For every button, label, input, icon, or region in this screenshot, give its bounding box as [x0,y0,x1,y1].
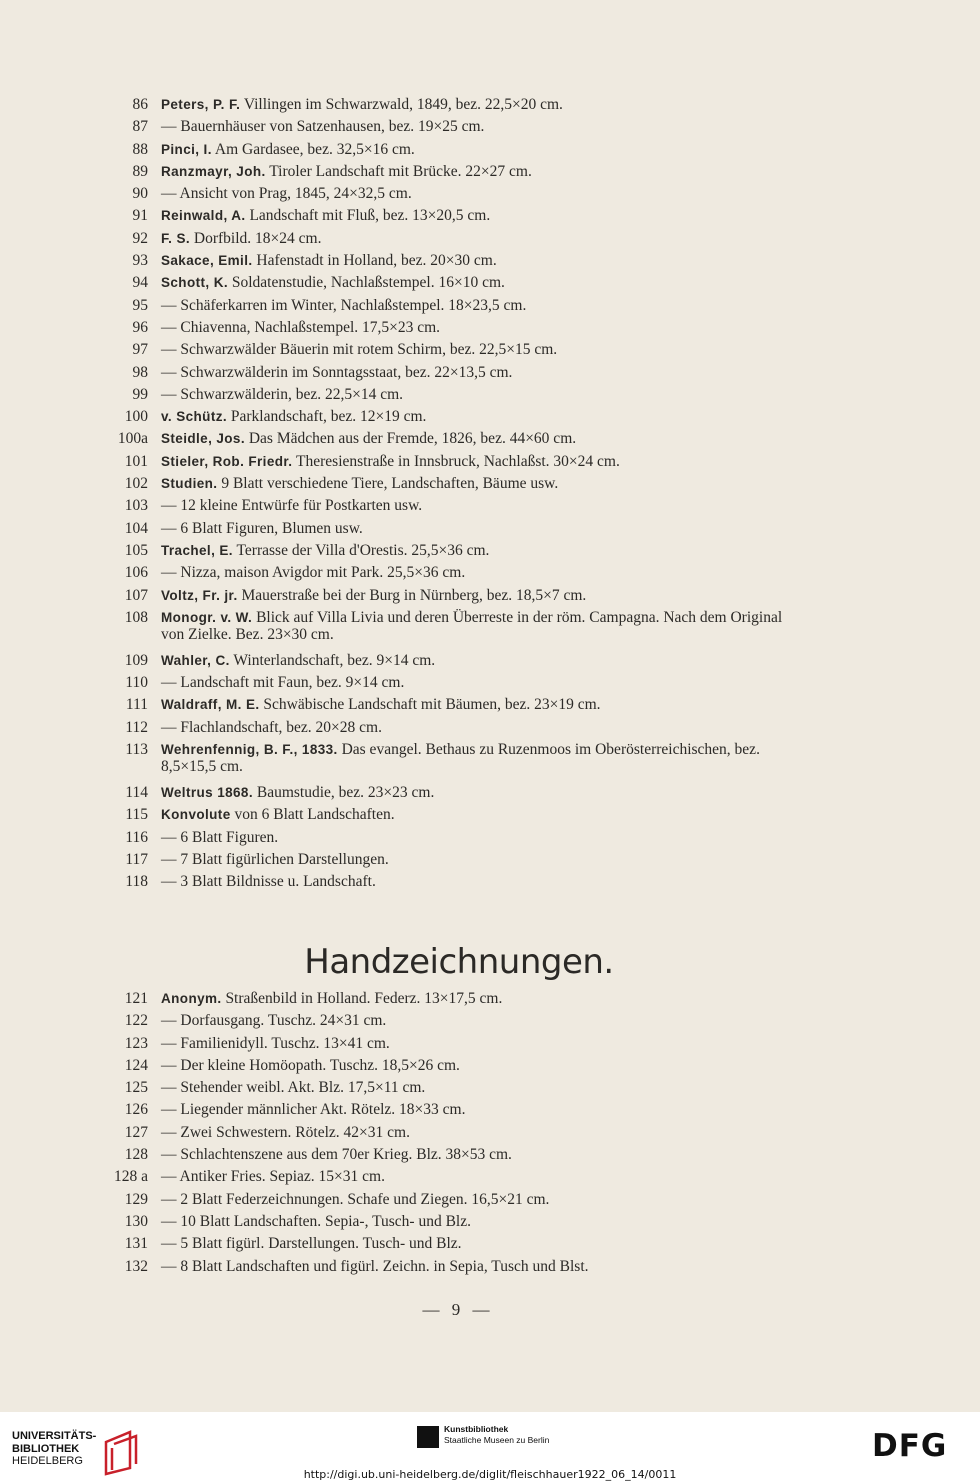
entry-number: 95 [132,296,148,314]
entry-body [161,295,805,317]
catalog-entry [0,1010,980,1032]
catalog-entry [0,94,980,116]
entry-description: — 2 Blatt Federzeichnungen. Schafe und Ziegen. 16,5×21 cm. [161,1190,550,1208]
entry-body [161,1033,805,1055]
catalog-entry [0,295,980,317]
artist-name: Monogr. v. W. [161,609,253,625]
entry-body [161,871,805,893]
entry-body [161,183,805,205]
ub-logo-line1: UNIVERSITÄTS- [12,1430,97,1442]
artist-name: Wehrenfennig, B. F., 1833. [161,742,338,758]
entry-body [161,272,805,294]
entry-body [161,473,805,495]
entry-description: Landschaft mit Fluß, bez. 13×20,5 cm. [249,207,491,225]
entry-body [161,827,805,849]
entry-body [161,1166,805,1188]
entry-description: Tiroler Landschaft mit Brücke. 22×27 cm. [269,162,532,180]
entry-description: — Schwarzwälderin, bez. 22,5×14 cm. [161,385,404,403]
entry-description: — Zwei Schwestern. Rötelz. 42×31 cm. [161,1123,410,1141]
catalog-entry [0,827,980,849]
catalog-list-drawings [0,988,980,1278]
catalog-entry [0,161,980,183]
entry-body [161,228,805,250]
entry-description: Hafenstadt in Holland, bez. 20×30 cm. [256,252,497,270]
entry-body [161,849,805,871]
entry-description: — Nizza, maison Avigdor mit Park. 25,5×36 cm. [161,564,466,582]
artist-name: v. Schütz. [161,409,228,425]
entry-body [161,428,805,450]
entry-description: Das evangel. Bethaus zu Ruzenmoos im Oberösterreichischen, bez. 8,5×15,5 cm. [161,741,760,776]
entry-description: Terrasse der Villa d'Orestis. 25,5×36 cm. [236,541,490,559]
entry-body [161,741,805,775]
entry-number: 94 [132,274,148,292]
entry-description: — 10 Blatt Landschaften. Sepia-, Tusch- und Blz. [161,1212,471,1230]
entry-number: 87 [132,118,148,136]
entry-number: 103 [124,497,148,515]
artist-name: F. S. [161,230,191,246]
dfg-logo[interactable]: DFG [872,1428,948,1464]
artist-name: Anonym. [161,991,222,1006]
entry-description: Winterlandschaft, bez. 9×14 cm. [233,651,436,669]
entry-description: Mauerstraße bei der Burg in Nürnberg, bez. 18,5×7 cm. [241,586,587,604]
entry-body [161,339,805,361]
entry-number: 104 [124,519,148,537]
catalog-list-paintings [0,94,980,894]
artist-name: Sakace, Emil. [161,253,253,269]
entry-number: 113 [125,741,148,759]
entry-number: 128 a [113,1168,148,1186]
entry-description: Parklandschaft, bez. 12×19 cm. [230,408,427,426]
entry-number: 110 [125,674,148,692]
artist-name: Waldraff, M. E. [161,697,260,713]
catalog-entry [0,804,980,826]
entry-description: Schwäbische Landschaft mit Bäumen, bez. 23×19 cm. [263,696,601,714]
catalog-entry [0,585,980,607]
entry-body [161,585,805,607]
kb-logo-line2: Staatliche Museen zu Berlin [444,1435,550,1445]
catalog-entry [0,139,980,161]
catalog-entry [0,1077,980,1099]
catalog-entry [0,228,980,250]
entry-body [161,694,805,716]
ub-logo-line2: BIBLIOTHEK [12,1442,80,1455]
viewer-footer [0,1412,980,1484]
entry-number: 115 [125,806,148,824]
entry-body [161,518,805,540]
entry-description: — 5 Blatt figürl. Darstellungen. Tusch- und Blz. [161,1235,462,1253]
kunstbibliothek-logo[interactable] [417,1424,597,1454]
entry-number: 105 [124,541,148,559]
entry-number: 92 [132,229,148,247]
entry-number: 98 [132,363,148,381]
catalog-entry [0,562,980,584]
entry-description: Soldatenstudie, Nachlaßstempel. 16×10 cm. [231,274,505,292]
entry-number: 117 [125,850,148,868]
catalog-entry [0,871,980,893]
entry-description: — Landschaft mit Faun, bez. 9×14 cm. [161,674,405,692]
catalog-entry [0,272,980,294]
entry-body [161,782,805,804]
entry-number: 125 [124,1079,148,1097]
catalog-entry [0,717,980,739]
entry-description: 9 Blatt verschiedene Tiere, Landschaften, Bäume usw. [221,475,559,493]
catalog-entry [0,1256,980,1278]
entry-description: Baumstudie, bez. 23×23 cm. [256,784,435,802]
entry-number: 118 [125,873,148,891]
entry-body [161,94,805,116]
catalog-entry [0,607,980,650]
entry-number: 116 [125,828,148,846]
entry-number: 90 [132,185,148,203]
entry-description: — Flachlandschaft, bez. 20×28 cm. [161,718,382,736]
artist-name: Peters, P. F. [161,97,241,112]
entry-body [161,672,805,694]
entry-number: 121 [124,990,148,1007]
catalog-entry [0,1233,980,1255]
entry-description: — Schwarzwälderin im Sonntagsstaat, bez. 22×13,5 cm. [161,363,513,381]
catalog-entry [0,250,980,272]
entry-number: 106 [124,564,148,582]
catalog-entry [0,362,980,384]
artist-name: Reinwald, A. [161,208,246,224]
entry-number: 111 [125,696,148,714]
entry-description: — Antiker Fries. Sepiaz. 15×31 cm. [161,1168,385,1186]
entry-body [161,1233,805,1255]
catalog-entry [0,650,980,672]
kunstbibliothek-emblem-icon [417,1426,439,1448]
entry-description: Villingen im Schwarzwald, 1849, bez. 22,5×20 cm. [243,96,563,113]
kb-logo-line1: Kunstbibliothek [444,1424,509,1434]
entry-description: von 6 Blatt Landschaften. [234,806,395,824]
entry-body [161,540,805,562]
entry-description: Am Gardasee, bez. 32,5×16 cm. [214,140,415,158]
catalog-entry [0,672,980,694]
section-title: Handzeichnungen. [304,942,614,982]
artist-name: Weltrus 1868. [161,785,253,801]
entry-description: — 8 Blatt Landschaften und figürl. Zeichn. in Sepia, Tusch und Blst. [161,1257,589,1275]
catalog-entry [0,694,980,716]
catalog-entry [0,1211,980,1233]
catalog-entry [0,1033,980,1055]
entry-body [161,804,805,826]
entry-body [161,1122,805,1144]
catalog-entry [0,339,980,361]
entry-body [161,362,805,384]
entry-description: — 7 Blatt figürlichen Darstellungen. [161,850,389,868]
catalog-entry [0,428,980,450]
entry-body [161,250,805,272]
entry-body [161,161,805,183]
entry-body [161,451,805,473]
entry-description: — Schäferkarren im Winter, Nachlaßstempel. 18×23,5 cm. [161,296,527,314]
entry-number: 126 [124,1101,148,1119]
ub-logo-line3: HEIDELBERG [12,1455,83,1467]
catalog-entry [0,1055,980,1077]
catalog-entry [0,518,980,540]
page-number: — 9 — [422,1300,490,1319]
entry-body [161,205,805,227]
entry-number: 108 [124,608,148,626]
entry-body [161,1211,805,1233]
entry-number: 102 [124,475,148,493]
entry-number: 100 [124,408,148,426]
entry-body [161,609,805,643]
entry-number: 114 [125,784,148,802]
entry-description: — 6 Blatt Figuren. [161,828,279,846]
entry-body [161,1189,805,1211]
entry-number: 101 [124,452,148,470]
entry-number: 93 [132,252,148,270]
artist-name: Wahler, C. [161,652,230,668]
catalog-entry [0,1099,980,1121]
entry-number: 128 [124,1146,148,1164]
artist-name: Ranzmayr, Joh. [161,163,266,179]
entry-number: 129 [124,1190,148,1208]
entry-body [161,495,805,517]
artist-name: Voltz, Fr. jr. [161,587,238,603]
entry-body [161,717,805,739]
entry-number: 123 [124,1034,148,1052]
entry-number: 96 [132,318,148,336]
entry-description: — Der kleine Homöopath. Tuschz. 18,5×26 cm. [161,1056,460,1074]
catalog-entry [0,540,980,562]
entry-description: — Dorfausgang. Tuschz. 24×31 cm. [161,1012,387,1030]
entry-description: Theresienstraße in Innsbruck, Nachlaßst. 30×24 cm. [296,452,620,470]
entry-number: 97 [132,341,148,359]
entry-number: 124 [124,1056,148,1074]
entry-body [161,562,805,584]
entry-body [161,139,805,161]
catalog-entry [0,473,980,495]
entry-description: Blick auf Villa Livia und deren Überreste in der röm. Campagna. Nach dem Original von Zielke. Bez. 23×30 cm. [161,608,783,643]
catalog-entry [0,739,980,782]
entry-description: — Bauernhäuser von Satzenhausen, bez. 19×25 cm. [161,118,485,136]
entry-number: 91 [132,207,148,225]
catalog-entry [0,1189,980,1211]
catalog-entry [0,317,980,339]
entry-body [161,988,805,1010]
entry-body [161,1010,805,1032]
catalog-entry [0,116,980,138]
entry-number: 88 [132,140,148,158]
catalog-entry [0,849,980,871]
catalog-entry [0,495,980,517]
entry-body [161,1144,805,1166]
entry-body [161,406,805,428]
entry-number: 122 [124,1012,148,1030]
catalog-entry [0,782,980,804]
entry-number: 99 [132,385,148,403]
artist-name: Konvolute [161,807,231,823]
entry-number: 109 [124,651,148,669]
permalink-url[interactable]: http://digi.ub.uni-heidelberg.de/diglit/fleischhauer1922_06_14/0011 [303,1468,677,1481]
entry-description: — Schlachtenszene aus dem 70er Krieg. Blz. 38×53 cm. [161,1146,512,1164]
catalog-entry [0,1122,980,1144]
entry-number: 100a [117,430,148,448]
entry-body [161,1256,805,1278]
entry-body [161,317,805,339]
entry-description: — Schwarzwälder Bäuerin mit rotem Schirm, bez. 22,5×15 cm. [161,341,558,359]
entry-body [161,116,805,138]
entry-description: — 12 kleine Entwürfe für Postkarten usw. [161,497,423,515]
entry-body [161,1055,805,1077]
entry-body [161,1099,805,1121]
catalog-entry [0,384,980,406]
artist-name: Schott, K. [161,275,228,291]
entry-description: Das Mädchen aus der Fremde, 1826, bez. 44×60 cm. [248,430,577,448]
entry-number: 130 [124,1212,148,1230]
artist-name: Pinci, I. [161,141,212,157]
entry-description: Straßenbild in Holland. Federz. 13×17,5 cm. [225,990,503,1007]
entry-number: 86 [132,96,148,113]
entry-description: — 3 Blatt Bildnisse u. Landschaft. [161,873,376,891]
catalog-entry [0,1144,980,1166]
catalog-entry [0,451,980,473]
artist-name: Trachel, E. [161,542,233,558]
entry-number: 132 [124,1257,148,1275]
entry-description: Dorfbild. 18×24 cm. [193,229,322,247]
entry-description: — Chiavenna, Nachlaßstempel. 17,5×23 cm. [161,318,441,336]
catalog-entry [0,406,980,428]
catalog-entry [0,1166,980,1188]
catalog-entry [0,205,980,227]
entry-body [161,1077,805,1099]
entry-body [161,650,805,672]
catalog-entry [0,183,980,205]
entry-description: — Liegender männlicher Akt. Rötelz. 18×33 cm. [161,1101,466,1119]
entry-number: 89 [132,162,148,180]
entry-number: 107 [124,586,148,604]
entry-description: — Familienidyll. Tuschz. 13×41 cm. [161,1034,390,1052]
entry-body [161,384,805,406]
entry-description: — 6 Blatt Figuren, Blumen usw. [161,519,363,537]
entry-description: — Ansicht von Prag, 1845, 24×32,5 cm. [161,185,412,203]
artist-name: Steidle, Jos. [161,431,245,447]
artist-name: Stieler, Rob. Friedr. [161,453,293,469]
catalog-entry [0,988,980,1010]
entry-number: 127 [124,1123,148,1141]
artist-name: Studien. [161,476,218,492]
entry-number: 112 [125,718,148,736]
entry-description: — Stehender weibl. Akt. Blz. 17,5×11 cm. [161,1079,426,1097]
entry-number: 131 [124,1235,148,1253]
